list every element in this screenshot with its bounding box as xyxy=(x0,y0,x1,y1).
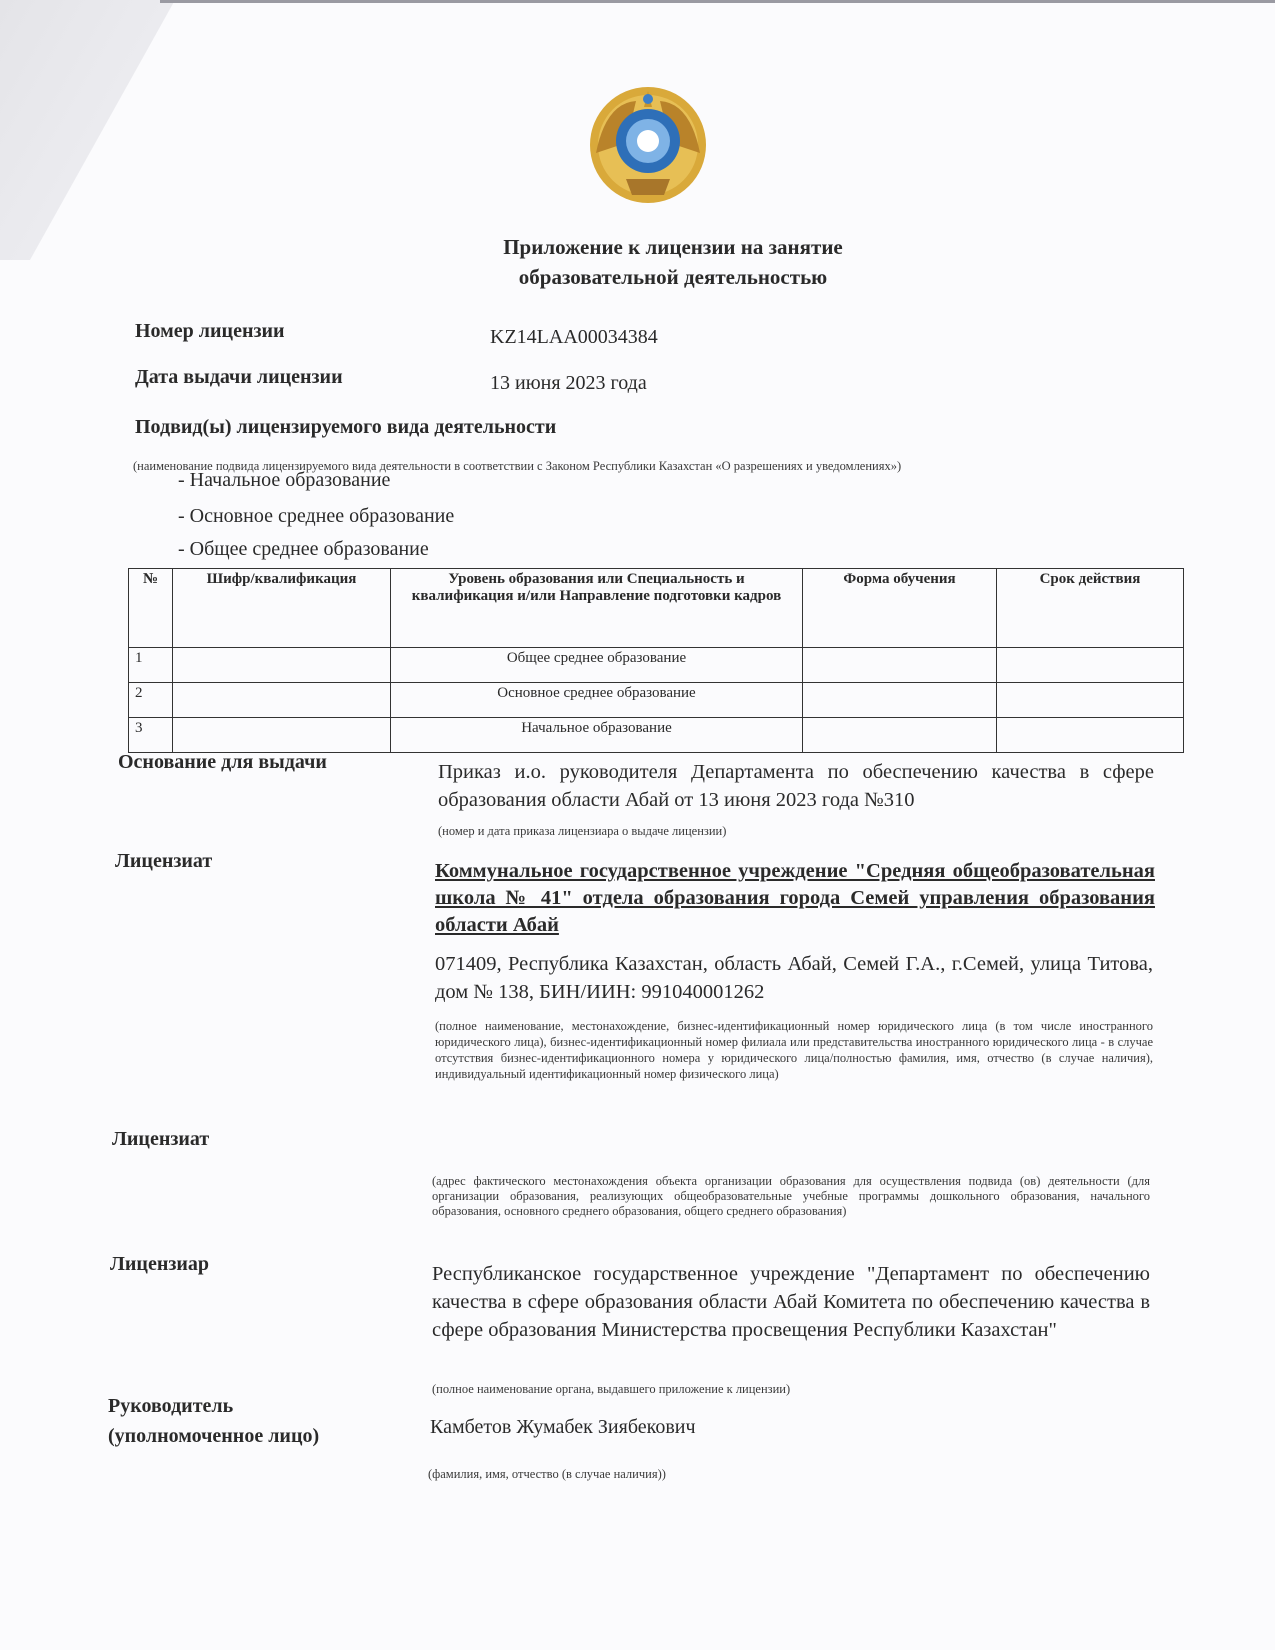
table-row xyxy=(129,648,1184,683)
licensor-note: (полное наименование органа, выдавшего приложение к лицензии) xyxy=(432,1382,791,1396)
basis-label: Основание для выдачи xyxy=(118,751,327,773)
title-line-1: Приложение к лицензии на занятие xyxy=(503,235,843,259)
subtype-item-1: - Начальное образование xyxy=(178,469,391,491)
subtype-item-3: - Общее среднее образование xyxy=(178,538,429,560)
basis-text: Приказ и.о. руководителя Департамента по обеспечению качества в сфере образования области Абай от 13 июня 2023 года №310 xyxy=(438,761,1154,811)
row-form xyxy=(803,718,997,753)
table-header-level: Уровень образования или Специальность и квалификация и/или Направление подготовки кадров xyxy=(391,569,803,648)
issue-date-label: Дата выдачи лицензии xyxy=(135,366,343,388)
issue-date-value: 13 июня 2023 года xyxy=(490,372,647,394)
row-level: Общее среднее образование xyxy=(391,648,803,683)
scan-edge xyxy=(160,0,1275,3)
licensee-name: Коммунальное государственное учреждение "Средняя общеобразовательная школа № 41" отдела образования города Семей управления образования области Абай xyxy=(435,860,1155,936)
license-table xyxy=(128,568,1184,753)
licensee-label: Лицензиат xyxy=(115,850,213,872)
license-number-label: Номер лицензии xyxy=(135,320,285,342)
row-code xyxy=(173,683,391,718)
state-emblem-icon xyxy=(586,83,710,207)
row-level: Начальное образование xyxy=(391,718,803,753)
head-note: (фамилия, имя, отчество (в случае наличия)) xyxy=(428,1467,666,1481)
table-row xyxy=(129,718,1184,753)
subtypes-label: Подвид(ы) лицензируемого вида деятельности xyxy=(135,416,557,438)
row-form xyxy=(803,683,997,718)
scan-shadow xyxy=(0,0,175,260)
subtype-item-2: - Основное среднее образование xyxy=(178,505,455,527)
title-line-2: образовательной деятельностью xyxy=(518,265,828,289)
table-header-num: № xyxy=(129,569,173,648)
table-header-code: Шифр/квалификация xyxy=(173,569,391,648)
head-label-line-2: (уполномоченное лицо) xyxy=(108,1425,320,1447)
row-term xyxy=(997,683,1184,718)
table-header-term: Срок действия xyxy=(997,569,1184,648)
row-num: 2 xyxy=(129,683,173,718)
licensor-text: Республиканское государственное учреждение "Департамент по обеспечению качества в сфере образования области Абай Комитета по обеспечению качества в сфере образования Министерства просвещения Республики Казахстан" xyxy=(432,1263,1150,1341)
licensee-location-label: Лицензиат xyxy=(112,1128,210,1150)
license-number-value: KZ14LAA00034384 xyxy=(490,326,658,348)
licensee-location-note: (адрес фактического местонахождения объекта организации образования для осуществления подвида (ов) деятельности (для организации образования, реализующих общеобразовательные учебные программы дошкольного образования, начального образования, основного среднего образования, общего среднего образования) xyxy=(432,1174,1150,1218)
head-label-line-1: Руководитель xyxy=(108,1395,234,1417)
row-term xyxy=(997,648,1184,683)
basis-note: (номер и дата приказа лицензиара о выдаче лицензии) xyxy=(438,824,727,838)
licensor-label: Лицензиар xyxy=(110,1253,210,1275)
row-num: 1 xyxy=(129,648,173,683)
licensee-address: 071409, Республика Казахстан, область Абай, Семей Г.А., г.Семей, улица Титова, дом № 138, БИН/ИИН: 991040001262 xyxy=(435,953,1153,1003)
row-num: 3 xyxy=(129,718,173,753)
row-code xyxy=(173,718,391,753)
row-code xyxy=(173,648,391,683)
row-term xyxy=(997,718,1184,753)
table-row xyxy=(129,683,1184,718)
subtypes-note: (наименование подвида лицензируемого вида деятельности в соответствии с Законом Республики Казахстан «О разрешениях и уведомлениях») xyxy=(133,459,902,473)
row-form xyxy=(803,648,997,683)
table-header-row xyxy=(129,569,1184,648)
row-level: Основное среднее образование xyxy=(391,683,803,718)
licensee-note: (полное наименование, местонахождение, бизнес-идентификационный номер юридического лица (в том числе иностранного юридического лица), бизнес-идентификационный номер филиала или представительства иностранного юридического лица - в случае отсутствия бизнес-идентификационного номера у юридического лица/полностью фамилия, имя, отчество (в случае наличия), индивидуальный идентификационный номер физического лица) xyxy=(435,1019,1153,1081)
page-title xyxy=(400,232,946,292)
head-name: Камбетов Жумабек Зиябекович xyxy=(430,1416,696,1438)
table-header-form: Форма обучения xyxy=(803,569,997,648)
